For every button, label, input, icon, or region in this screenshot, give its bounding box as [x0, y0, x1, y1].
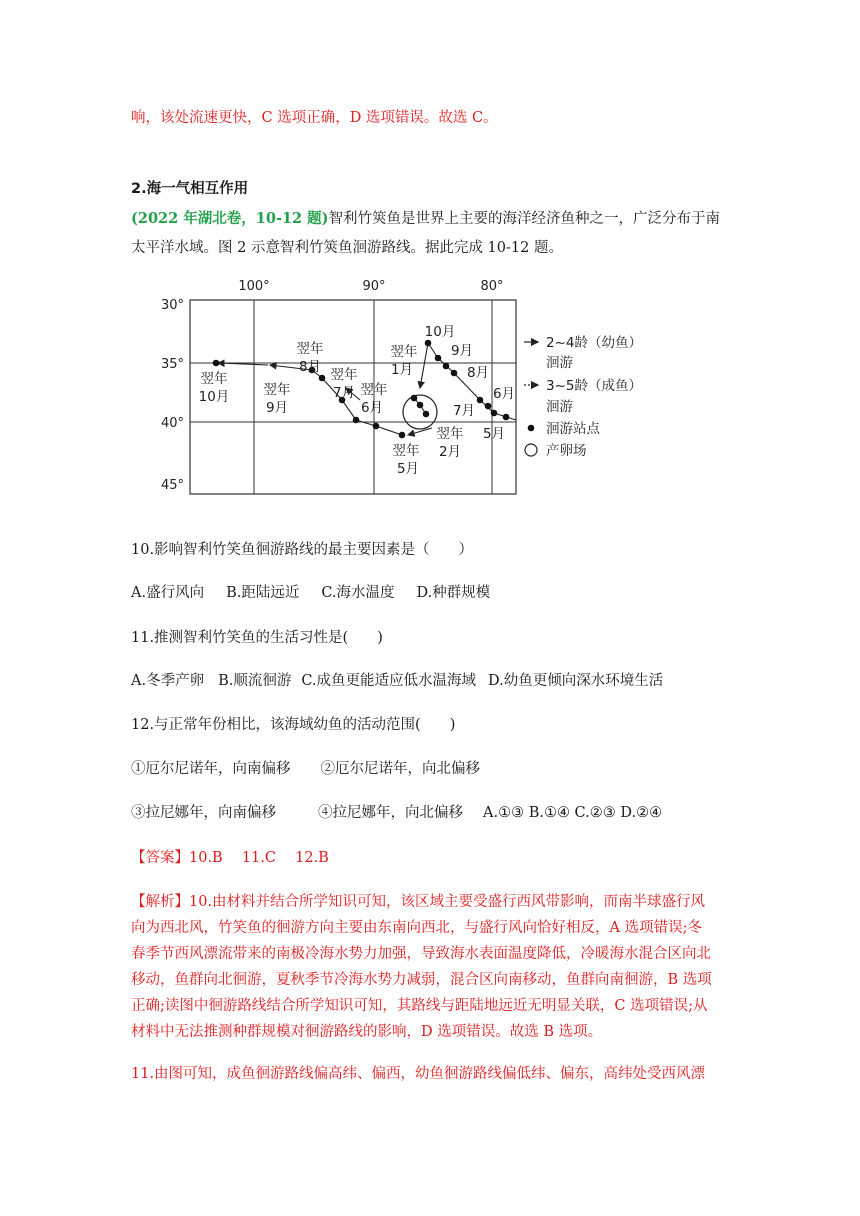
- question-12-row-2: [131, 801, 662, 822]
- label-next-may-b: 5月: [396, 461, 420, 477]
- label-next-jun-a: 翌年: [360, 382, 388, 398]
- lon-label-80: 80°: [480, 279, 504, 294]
- station-dot: [373, 423, 380, 430]
- label-next-aug-b: 8月: [298, 359, 322, 375]
- q12-statement-4: ④拉尼娜年，向北偏移: [318, 805, 463, 821]
- question-10-options: [131, 581, 490, 602]
- migration-route-map: [150, 270, 670, 502]
- analysis-11-line: 11.由图可知，成鱼徊游路线偏高纬、偏西，幼鱼徊游路线偏低纬、偏东，高纬处受西风漂: [131, 1066, 706, 1082]
- label-next-feb-b: 2月: [438, 444, 462, 460]
- lon-label-100: 100°: [238, 279, 270, 294]
- analysis-line-6: 材料中无法推测种群规模对徊游路线的影响，D 选项错误。故选 B 选项。: [131, 1024, 603, 1040]
- analysis-line-1: [131, 890, 705, 911]
- station-dot: [477, 397, 484, 404]
- intro-text-1: 智利竹筴鱼是世界上主要的海洋经济鱼种之一，广泛分布于南: [328, 211, 721, 227]
- station-dot: [353, 417, 360, 424]
- analysis-text: 10.由材料并结合所学知识可知，该区域主要受盛行西风带影响，而南半球盛行风: [189, 894, 706, 910]
- question-11: 11.推测智利竹笑鱼的生活习性是( ): [131, 630, 383, 646]
- analysis-line-2: 向为西北风，竹笑鱼的徊游方向主要由东南向西北，与盛行风向恰好相反，A 选项错误;冬: [131, 920, 702, 936]
- q12-choices: A.①③ B.①④ C.②③ D.②④: [483, 805, 663, 821]
- label-sep: 9月: [450, 343, 474, 359]
- lon-label-90: 90°: [362, 279, 386, 294]
- legend-young-b: 洄游: [546, 355, 573, 371]
- station-dot: [423, 411, 430, 418]
- label-next-oct-b: 10月: [198, 389, 230, 405]
- lat-label-30: 30°: [160, 298, 184, 313]
- question-12: 12.与正常年份相比，该海域幼鱼的活动范围( ): [131, 717, 456, 733]
- station-dot: [503, 414, 510, 421]
- legend-spawn: 产卵场: [546, 443, 587, 459]
- question-10: 10.影响智利竹笑鱼徊游路线的最主要因素是（ ）: [131, 542, 474, 558]
- label-next-sep-b: 9月: [265, 400, 289, 416]
- route-to-spawn: [420, 343, 428, 388]
- intro-text-2: 太平洋水域。图 2 示意智利竹筴鱼洄游路线。据此完成 10-12 题。: [131, 240, 563, 256]
- label-next-aug-a: 翌年: [296, 341, 324, 357]
- q11-option-c: C.成鱼更能适应低水温海域: [301, 673, 477, 689]
- legend-adult-b: 洄游: [546, 399, 573, 415]
- lat-label-45: 45°: [160, 478, 184, 493]
- spawning-ground-circle: [403, 395, 437, 429]
- label-next-jan-b: 1月: [390, 362, 414, 378]
- label-next-jan-a: 翌年: [390, 344, 418, 360]
- station-dot: [417, 402, 424, 409]
- station-dot: [491, 410, 498, 417]
- q12-statement-3: ③拉尼娜年，向南偏移: [131, 805, 276, 821]
- label-next-jul-a: 翌年: [330, 367, 358, 383]
- answer-text: 10.B 11.C 12.B: [189, 850, 329, 866]
- label-next-sep-a: 翌年: [263, 382, 291, 398]
- station-dot: [425, 340, 432, 347]
- label-aug: 8月: [466, 365, 490, 381]
- label-jun: 6月: [492, 386, 516, 402]
- label-oct: 10月: [424, 324, 456, 340]
- label-next-feb-a: 翌年: [436, 426, 464, 442]
- station-dot: [451, 370, 458, 377]
- label-jul: 7月: [452, 403, 476, 419]
- intro-paragraph-line-1: [131, 207, 720, 228]
- source-tag: (2022 年湖北卷，10-12 题): [131, 210, 329, 227]
- q11-option-a: A.冬季产卵: [131, 673, 205, 689]
- label-may: 5月: [482, 426, 506, 442]
- label-next-may-a: 翌年: [392, 443, 420, 459]
- answer-line: [131, 846, 329, 867]
- label-next-jun-b: 6月: [360, 400, 384, 416]
- q10-option-d: D.种群规模: [416, 585, 491, 601]
- lat-label-35: 35°: [160, 357, 184, 372]
- station-dot: [319, 375, 326, 382]
- q12-statement-2: ②厄尔尼诺年，向北偏移: [320, 761, 480, 777]
- section-title: 2.海一气相互作用: [131, 181, 249, 197]
- analysis-line-3: 春季节西风漂流带来的南极冷海水势力加强，导致海水表面温度降低，冷暖海水混合区向北: [131, 946, 711, 962]
- q10-option-a: A.盛行风向: [131, 585, 205, 601]
- legend-station: 洄游站点: [546, 421, 600, 437]
- q10-option-c: C.海水温度: [321, 585, 395, 601]
- station-dot: [443, 363, 450, 370]
- question-11-options: [131, 669, 663, 690]
- analysis-line-5: 正确;读图中徊游路线结合所学知识可知，其路线与距陆地远近无明显关联，C 选项错误;从: [131, 998, 708, 1014]
- label-next-jul-b: 7月: [332, 385, 356, 401]
- answer-label: 【答案】: [131, 850, 189, 866]
- lat-label-40: 40°: [160, 416, 184, 431]
- analysis-label: 【解析】: [131, 894, 189, 910]
- q11-option-d: D.幼鱼更倾向深水环境生活: [488, 673, 664, 689]
- station-dot: [213, 360, 220, 367]
- analysis-line-4: 移动，鱼群向北徊游，夏秋季节冷海水势力减弱，混合区向南移动，鱼群向南徊游，B 选项: [131, 972, 712, 988]
- station-dot: [411, 395, 418, 402]
- q11-option-b: B.顺流徊游: [218, 673, 292, 689]
- station-dot: [435, 355, 442, 362]
- station-dot: [485, 403, 492, 410]
- legend-station-dot: [528, 425, 535, 432]
- q10-option-b: B.距陆远近: [226, 585, 300, 601]
- q12-statement-1: ①厄尔尼诺年，向南偏移: [131, 761, 291, 777]
- station-dot: [399, 432, 406, 439]
- intro-end-text: 响，该处流速更快，C 选项正确，D 选项错误。故选 C。: [131, 110, 498, 126]
- question-12-row-1: [131, 757, 480, 778]
- legend-adult-a: 3~5龄（成鱼）: [546, 378, 642, 394]
- label-next-oct-a: 翌年: [200, 371, 228, 387]
- legend-young-a: 2~4龄（幼鱼）: [546, 335, 642, 351]
- legend-spawn-circle: [525, 444, 537, 456]
